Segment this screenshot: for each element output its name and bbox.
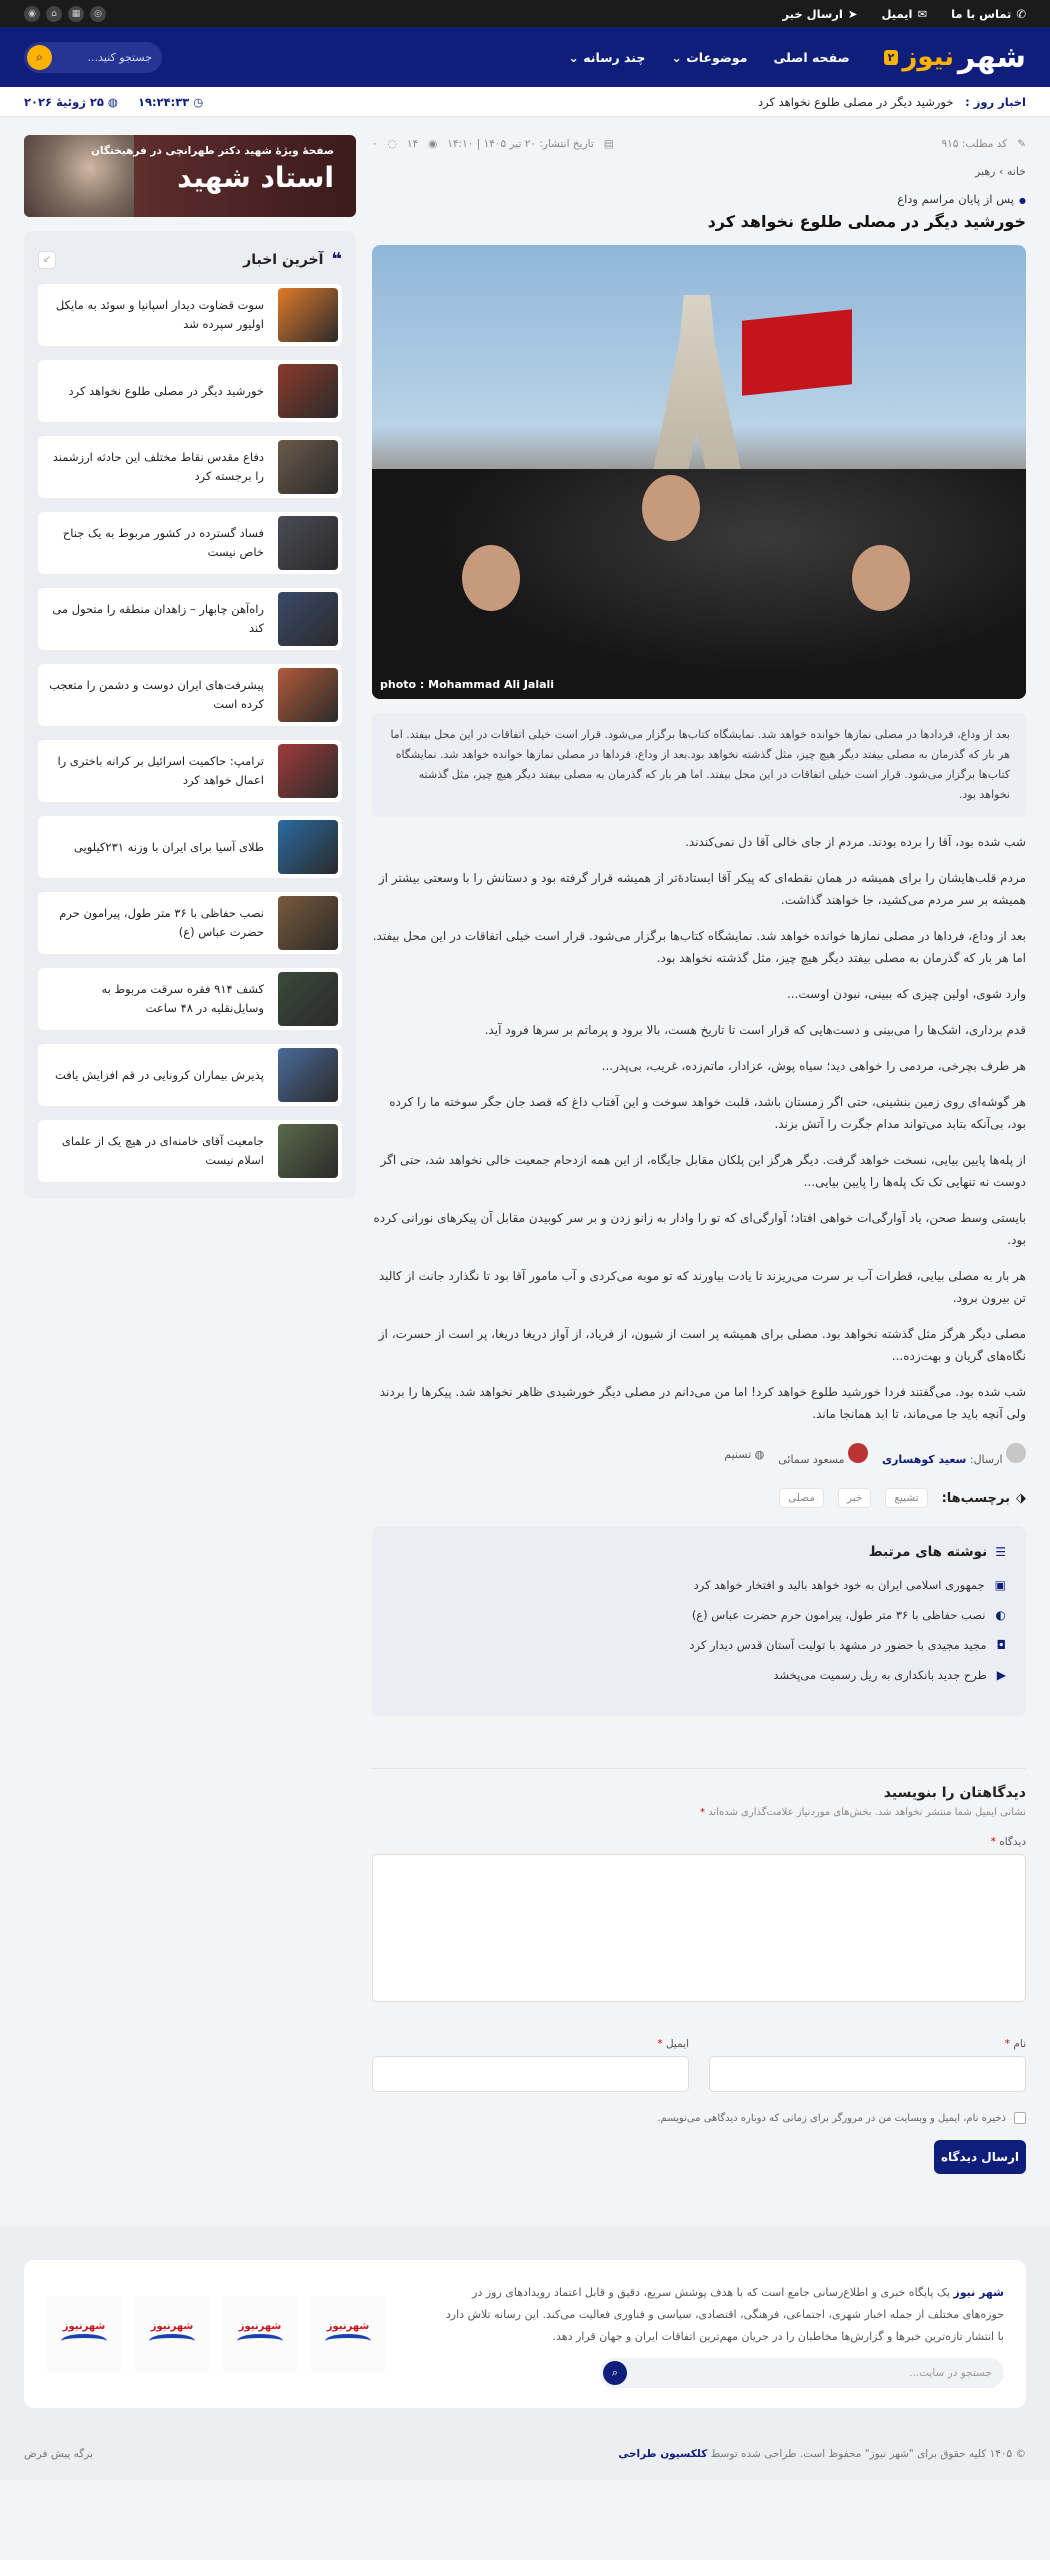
views-count: ۱۴ (406, 138, 419, 150)
top-links (783, 7, 1026, 21)
globe-icon: ◍ (107, 95, 118, 109)
news-thumbnail (278, 592, 338, 646)
news-thumbnail (278, 516, 338, 570)
breadcrumb-home[interactable]: خانه (1006, 165, 1026, 178)
paragraph: قدم برداری، اشک‌ها را می‌بینی و دست‌هایی که قرار است تا تاریخ هست، بالا برود و پرماتم بر سرها فرود آید. (484, 1023, 1026, 1037)
audio-icon: ◐ (995, 1608, 1006, 1622)
grid-icon[interactable]: ▦ (68, 6, 84, 22)
news-title: ترامپ: حاکمیت اسرائیل بر کرانه باختری را اعمال خواهد کرد (57, 754, 264, 787)
tags (372, 1488, 1026, 1508)
nav-home[interactable]: صفحه اصلی (773, 49, 850, 65)
person-face (642, 475, 700, 541)
breadcrumb-category[interactable]: رهبر (974, 165, 996, 178)
comment-note: نشانی ایمیل شما منتشر نخواهد شد. بخش‌های موردنیاز علامت‌گذاری شده‌اند * (700, 1807, 1026, 1818)
copyright-row: © ۱۴۰۵ کلیه حقوق برای "شهر نیوز" محفوظ است. طراحی شده توسط کلکسیون طراحی برگه پیش فرض (24, 2448, 1026, 2460)
footer-logo[interactable]: شهرنیوز (134, 2296, 210, 2372)
mail-icon: ✉ (917, 6, 928, 21)
footer-logo[interactable]: شهرنیوز (222, 2296, 298, 2372)
article-code: کد مطلب: ۹۱۵ (941, 138, 1008, 150)
paragraph: شب شده بود، آقا را برده بودند. مردم از جای خالی آقا دل نمی‌کندند. (685, 835, 1026, 849)
comment-icon[interactable]: ◌ (387, 138, 397, 150)
news-thumbnail (278, 288, 338, 342)
person-face (852, 545, 910, 611)
comment-form-title: دیدگاهتان را بنویسید (883, 1785, 1026, 1801)
search-icon[interactable]: ⌕ (603, 2361, 627, 2385)
latest-news (24, 231, 356, 1198)
person-face (462, 545, 520, 611)
article (372, 135, 1026, 2174)
comment-label: دیدگاه * (990, 1836, 1026, 1848)
send-news-link[interactable]: ➤ ارسال خبر (782, 6, 858, 21)
latest-news-item[interactable] (38, 360, 342, 422)
latest-news-item[interactable] (38, 588, 342, 650)
comment-form (372, 1768, 1026, 2174)
remember-me: ذخیره نام، ایمیل و وبسایت من در مرورگر برای زمانی که دوباره دیدگاهی می‌نویسم. (372, 2112, 1026, 2124)
name-label: نام * (1004, 2038, 1026, 2050)
paragraph: بایستی وسط صحن، یاد آوارگی‌ات خواهی افتاد؛ آوارگی‌ای که تو را وادار به زانو زدن و بر سر کوبیدن مقابل آن پیکرهای نورانی کرده بود. (373, 1211, 1026, 1247)
main-nav (568, 50, 849, 65)
source: ◍ تسنیم (724, 1448, 765, 1461)
news-thumbnail (278, 820, 338, 874)
contact-link[interactable]: ✆ تماس با ما (951, 6, 1026, 21)
paragraph: وارد شوی، اولین چیزی که ببینی، نبودن اوست... (786, 987, 1026, 1001)
news-title: خورشید دیگر در مصلی طلوع نخواهد کرد (68, 383, 264, 398)
latest-news-item[interactable] (38, 1044, 342, 1106)
article-photo (372, 245, 1026, 699)
sender: ارسال: سعید کوهساری (882, 1443, 1026, 1466)
news-thumbnail (278, 744, 338, 798)
article-subtitle: ● پس از پایان مراسم وداع (372, 192, 1026, 206)
footer-logo[interactable]: شهرنیوز (310, 2296, 386, 2372)
search-input[interactable]: جستجو کنید... (87, 50, 152, 64)
home-icon[interactable]: ⌂ (46, 6, 62, 22)
footer-search[interactable] (600, 2358, 1004, 2388)
news-thumbnail (278, 1048, 338, 1102)
document-icon: ▣ (994, 1578, 1006, 1592)
footer-about: شهر نیوز یک پایگاه خبری و اطلاع‌رسانی جامع است که با هدف پوشش سریع، دقیق و قابل اعتماد رویدادهای روز در حوزه‌های مختلف از جمله اخبار شهری، اجتماعی، فرهنگی، اقتصادی، سیاسی و فناوری فعالیت می‌کند. این رسانه تلاش دارد با انتشار تازه‌ترین خبرها و گزارش‌ها مخاطبان را در جریان مهم‌ترین اتفاقات ایران و جهان قرار دهد. جستجو در سایت... ⌕ (444, 2282, 1004, 2386)
footer-logo[interactable]: شهرنیوز (46, 2296, 122, 2372)
news-title: دفاع مقدس نقاط مختلف این حادثه ارزشمند را برجسته کرد (52, 450, 264, 483)
arrow-icon[interactable]: ↙ (38, 251, 56, 269)
video-icon: ▶ (996, 1668, 1006, 1682)
tags-title: ⬗ برچسب‌ها: (941, 1490, 1026, 1506)
email-field[interactable] (372, 2056, 689, 2092)
comment-textarea[interactable] (372, 1854, 1026, 2002)
submit-comment-button[interactable]: ارسال دیدگاه (934, 2140, 1026, 2174)
top-icons (24, 6, 106, 22)
news-thumbnail (278, 364, 338, 418)
main-header (0, 27, 1050, 87)
paragraph: مصلی دیگر هرگز مثل گذشته نخواهد بود. مصلی برای همیشه پر است از شیون، از فریاد، از آواز دریغا دریغا، پر است از حسرت، از نگاه‌های گریان و بهت‌زده... (378, 1327, 1026, 1363)
author-row (372, 1443, 1026, 1466)
quote-icon: ❝ (331, 249, 342, 270)
site-logo[interactable]: شهر نیوز ۲ (884, 40, 1026, 75)
publish-date: تاریخ انتشار: ۲۰ تیر ۱۴۰۵ | ۱۴:۱۰ (447, 138, 594, 150)
avatar (1006, 1443, 1026, 1463)
news-title: طلای آسیا برای ایران با وزنه ۲۳۱کیلویی (73, 839, 264, 854)
paragraph: شب شده بود. می‌گفتند فردا خورشید طلوع خواهد کرد! اما من می‌دانم در مصلی دیگر خورشیدی ظاهر نخواهد شد. پیکرها را بردند ولی آنچه باید جا می‌ماند، تا ابد همانجا ماند. (379, 1385, 1026, 1421)
header-search[interactable] (24, 42, 162, 73)
views-icon: ◉ (428, 138, 438, 150)
news-thumbnail (278, 972, 338, 1026)
ticker-headline[interactable]: خورشید دیگر در مصلی طلوع نخواهد کرد (758, 95, 954, 109)
news-title: کشف ۹۱۴ فقره سرقت مربوط به وسایل‌نقلیه در ۴۸ ساعت (101, 982, 264, 1015)
search-icon[interactable]: ⌕ (27, 45, 52, 70)
news-title: پیشرفت‌های ایران دوست و دشمن را متعجب کرده است (49, 678, 264, 711)
latest-news-item[interactable] (38, 664, 342, 726)
news-ticker (0, 87, 1050, 117)
ticker-label: اخبار روز : (965, 95, 1026, 109)
paragraph: مردم قلب‌هایشان را برای همیشه در همان نقطه‌ای که پیکر آقا ایستادهٔ‌تر از همیشه قرار گرفته بود و دستانش را با وسعتی بیشتر از همیشه بر سر مردم می‌کشید، جا خواهند گذاشت. (378, 871, 1026, 907)
news-thumbnail (278, 896, 338, 950)
red-flag (742, 309, 852, 396)
latest-news-item[interactable] (38, 740, 342, 802)
tag-icon: ⬗ (1016, 1490, 1026, 1506)
latest-news-item[interactable] (38, 436, 342, 498)
paragraph: بعد از وداع، فرداها در مصلی نمازها خوانده خواهد شد. نمایشگاه کتاب‌ها برگزار می‌شود. قرار است خیلی اتفاقات در این محل بیفتد. اما هر بار که گذرمان به مصلی بیفتد دیگر هیچ چیز، مثل گذشته نخواهد بود. (372, 929, 1026, 965)
nav-multimedia[interactable]: چند رسانه ⌄ (568, 49, 646, 65)
paragraph: هر گوشه‌ای روی زمین بنشینی، حتی اگر زمستان باشد، قلبت خواهد سوخت و این آفتاب داغ که قصد جان جگر سوخته ما را کرده بود، بی‌آنکه بتابد می‌تواند مدام جگرت را آتش بزند. (389, 1095, 1026, 1131)
news-title: جامعیت آقای خامنه‌ای در هیچ یک از علمای اسلام نیست (61, 1134, 264, 1167)
latest-news-item[interactable] (38, 284, 342, 346)
clock-icon: ◷ (193, 95, 204, 109)
default-page-link[interactable]: برگه پیش فرض (24, 2448, 94, 2460)
ticker-time: ◷ ۱۹:۲۴:۳۳ (137, 95, 204, 109)
breadcrumb (372, 165, 1026, 178)
latest-news-item[interactable] (38, 968, 342, 1030)
related-item[interactable]: ▶ طرح جدید بانکداری به ریل رسمیت می‌پخشد (773, 1668, 1006, 1682)
article-body (372, 831, 1026, 1425)
news-thumbnail (278, 668, 338, 722)
sender-name[interactable]: سعید کوهساری (882, 1453, 967, 1466)
paragraph: هر طرف بچرخی، مردمی را خواهی دید؛ سیاه پوش، عزادار، ماتم‌زده، غریب، بی‌پدر... (601, 1059, 1026, 1073)
news-title: پذیرش بیماران کرونایی در قم افزایش یافت (54, 1067, 264, 1082)
tag-item[interactable]: مصلی (779, 1488, 824, 1508)
comments-count: ۰ (372, 138, 378, 150)
article-title: خورشید دیگر در مصلی طلوع نخواهد کرد (707, 212, 1026, 231)
latest-news-item[interactable] (38, 512, 342, 574)
footer-search-input[interactable]: جستجو در سایت... (909, 2367, 992, 2379)
related-item[interactable]: ▣ جمهوری اسلامی ایران به خود خواهد بالید و افتخار خواهد کرد (693, 1578, 1006, 1592)
related-item[interactable]: ◘ مجید مجیدی با حضور در مشهد با تولیت آستان قدس دیدار کرد (689, 1638, 1006, 1652)
email-link[interactable]: ✉ ایمیل (881, 6, 928, 21)
designer-link[interactable]: کلکسیون طراحی (618, 2448, 708, 2460)
paragraph: هر بار به مصلی بیایی، قطرات آب بر سرت می‌ریزند تا یادت بیاورند که تو موبه می‌کردی و آب مامور آقا بود تا نگذارد جانت از کالبد تن بیرون برود. (378, 1269, 1026, 1305)
news-thumbnail (278, 440, 338, 494)
paragraph: از پله‌ها پایین بیایی، نسخت خواهد گرفت. دیگر هرگز این پلکان مقابل جایگاه، از این همه ازدحام جمعیت خالی نخواهد شد، حتی اگر دوست نه تنهایی تک تک پله‌ها را پایین بیایی... (380, 1153, 1026, 1189)
sidebar (24, 135, 356, 2174)
latest-news-item[interactable] (38, 892, 342, 954)
user-icon[interactable]: ◉ (24, 6, 40, 22)
footer-logos (46, 2282, 386, 2386)
latest-title: ❝ آخرین اخبار (243, 249, 342, 270)
editor: مسعود سمائی (778, 1443, 868, 1466)
footer (0, 2226, 1050, 2480)
phone-icon: ✆ (1016, 6, 1026, 21)
related-posts (372, 1526, 1026, 1716)
latest-news-item[interactable] (38, 1120, 342, 1182)
article-lead: بعد از وداع، فردادها در مصلی نمازها خوانده خواهد شد. نمایشگاه کتاب‌ها برگزار می‌شود. قرار است خیلی اتفاقات در این محل بیفتد. اما هر بار که گذرمان به مصلی بیفتد دیگر هیچ چیز، مثل گذشته نخواهد بود.بعد از وداع، فرداها در مصلی نمازها خوانده خواهد شد. نمایشگاه کتاب‌ها برگزار می‌شود. قرار است خیلی اتفاقات در این محل بیفتد. اما هر بار که گذرمان به مصلی بیفتد دیگر هیچ چیز، مثل گذشته نخواهد بود. (372, 713, 1026, 817)
news-title: سوت قضاوت دیدار اسپانیا و سوئد به مایکل اولیور سپرده شد (55, 298, 264, 331)
avatar (848, 1443, 868, 1463)
top-bar (0, 0, 1050, 27)
send-icon: ➤ (847, 6, 858, 21)
globe-icon: ◍ (754, 1448, 765, 1461)
ticker-date: ◍ ۲۵ ژوئیهٔ ۲۰۲۶ (24, 95, 118, 109)
footer-box (24, 2260, 1026, 2408)
list-icon: ☰ (995, 1545, 1006, 1559)
tag-item[interactable]: تشییع (885, 1488, 927, 1508)
news-title: راه‌آهن چابهار – زاهدان منطقه را متحول می کند (52, 602, 264, 635)
article-meta (372, 135, 1026, 153)
news-title: فساد گسترده در کشور مربوط به یک جناح خاص نیست (62, 526, 264, 559)
news-title: نصب حفاظی با ۳۶ متر طول، پیرامون حرم حضرت عباس (ع) (59, 906, 264, 939)
related-title: ☰ نوشته های مرتبط (868, 1544, 1006, 1560)
latest-news-item[interactable] (38, 816, 342, 878)
edit-icon: ✎ (1017, 138, 1026, 150)
ad-banner[interactable]: صفحهٔ ویژهٔ شهید دکتر طهرانچی در فرهیختگان استاد شهید (24, 135, 356, 217)
nav-topics[interactable]: موضوعات ⌄ (671, 49, 748, 65)
camera-icon: ◘ (996, 1638, 1006, 1652)
tag-item[interactable]: خبر (838, 1488, 871, 1508)
globe-icon[interactable]: ◎ (90, 6, 106, 22)
chevron-down-icon: ⌄ (671, 49, 682, 65)
chevron-down-icon: ⌄ (568, 49, 579, 65)
chevron-left-icon: › (995, 165, 1004, 178)
related-item[interactable]: ◐ نصب حفاظی با ۳۶ متر طول، پیرامون حرم حضرت عباس (ع) (691, 1608, 1006, 1622)
name-field[interactable] (709, 2056, 1026, 2092)
news-thumbnail (278, 1124, 338, 1178)
remember-checkbox[interactable] (1014, 2112, 1026, 2124)
email-label: ایمیل * (657, 2038, 689, 2050)
calendar-icon: ▤ (603, 138, 614, 150)
photo-credit: photo : Mohammad Ali Jalali (380, 678, 555, 691)
